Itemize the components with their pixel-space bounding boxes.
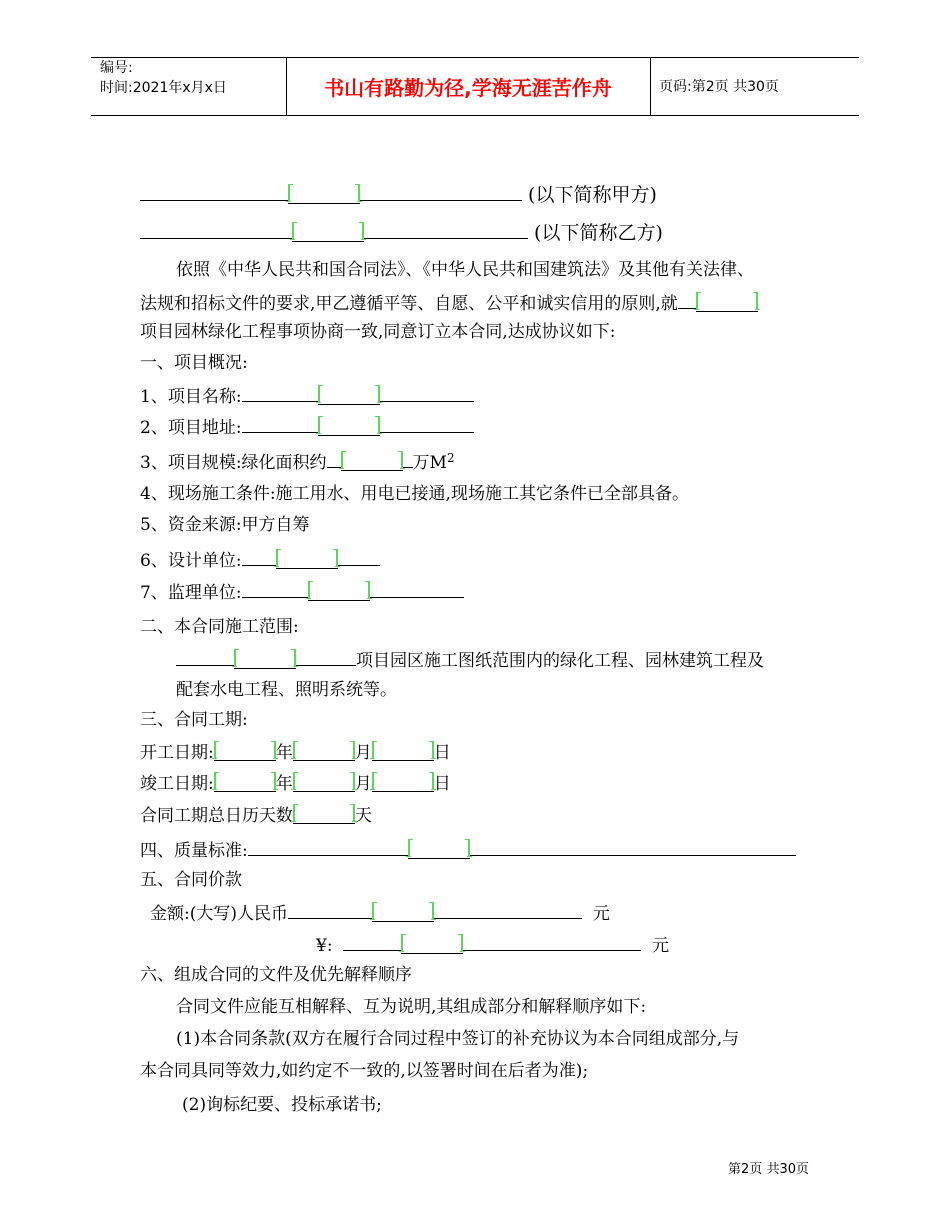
start-date-line xyxy=(140,740,451,765)
section1-item5: 5、资金来源:甲方自筹 xyxy=(140,515,310,535)
section6-item1-line2: 本合同具同等效力,如约定不一致的,以签署时间在后者为准); xyxy=(140,1061,589,1081)
header-meta xyxy=(100,58,227,98)
underline xyxy=(380,413,474,433)
amount-words-blank[interactable] xyxy=(372,901,434,922)
days-unit: 天 xyxy=(355,806,372,826)
underline xyxy=(403,448,413,468)
intro-line-3: 项目园林绿化工程事项协商一致,同意订立本合同,达成协议如下: xyxy=(140,322,616,342)
underline xyxy=(463,931,641,951)
header-bottom-rule xyxy=(91,115,859,116)
intro-line-1: 依照《中华人民共和国合同法》、《中华人民共和国建筑法》及其他有关法律、 xyxy=(176,260,754,280)
underline xyxy=(296,646,356,666)
party-a-line xyxy=(140,181,657,207)
scope-project-blank[interactable] xyxy=(234,648,296,669)
amount-numeric-line xyxy=(316,931,669,958)
end-month-blank[interactable] xyxy=(293,771,355,792)
section6-intro: 合同文件应能互相解释、互为说明,其组成部分和解释顺序如下: xyxy=(176,997,647,1017)
party-a-underline-left xyxy=(140,181,288,201)
scope-description: 项目园区施工图纸范围内的绿化工程、园林建筑工程及 xyxy=(356,651,764,671)
section6-item1-line1: (1)本合同条款(双方在履行合同过程中签订的补充协议为本合同组成部分,与 xyxy=(176,1029,740,1049)
green-area-blank[interactable] xyxy=(341,450,403,471)
underline xyxy=(327,448,341,468)
section1-item4: 4、现场施工条件:施工用水、用电已接通,现场施工其它条件已全部具备。 xyxy=(140,484,689,504)
total-days-blank[interactable] xyxy=(293,803,355,824)
section1-item6 xyxy=(140,546,380,573)
yuan-label: 元 xyxy=(592,904,610,924)
amount-numeric-blank[interactable] xyxy=(401,933,463,954)
section6-title: 六、组成合同的文件及优先解释顺序 xyxy=(140,965,412,985)
project-name-label: 1、项目名称: xyxy=(140,387,242,407)
year-label: 年 xyxy=(275,743,293,763)
day-label: 日 xyxy=(433,774,451,794)
underline xyxy=(343,931,401,951)
header-divider-right xyxy=(650,57,651,115)
designer-label: 6、设计单位: xyxy=(140,551,242,571)
party-a-underline-right xyxy=(360,181,522,201)
section2-title: 二、本合同施工范围: xyxy=(140,617,299,637)
footer-page-number: 第2页 共30页 xyxy=(728,1162,809,1177)
project-address-blank[interactable] xyxy=(318,415,380,436)
section3-title: 三、合同工期: xyxy=(140,710,248,730)
intro-underline xyxy=(678,289,696,309)
amount-words-line xyxy=(150,899,610,926)
section2-line1 xyxy=(176,646,764,673)
header-time-label: 时间:2021年x月x日 xyxy=(100,80,227,96)
total-days-line xyxy=(140,803,372,828)
intro-line-2-text: 法规和招标文件的要求,甲乙遵循平等、自愿、公平和诚实信用的原则,就 xyxy=(140,294,678,314)
underline xyxy=(242,382,318,402)
party-a-blank[interactable] xyxy=(288,183,360,204)
section1-item1 xyxy=(140,382,474,409)
section4-line xyxy=(140,836,796,863)
supervisor-label: 7、监理单位: xyxy=(140,583,242,603)
section1-item2 xyxy=(140,413,474,440)
end-date-label: 竣工日期: xyxy=(140,774,214,794)
header-motto: 书山有路勤为径,学海无涯苦作舟 xyxy=(324,76,612,100)
underline xyxy=(370,578,464,598)
section1-title: 一、项目概况: xyxy=(140,353,248,373)
total-days-label: 合同工期总日历天数 xyxy=(140,806,293,826)
end-date-line xyxy=(140,771,451,796)
start-year-blank[interactable] xyxy=(214,740,276,761)
supervisor-blank[interactable] xyxy=(308,580,370,601)
header-page-label: 页码:第2页 共30页 xyxy=(659,79,779,95)
project-name-blank[interactable] xyxy=(318,384,380,405)
quality-standard-label: 四、质量标准: xyxy=(140,841,248,861)
day-label: 日 xyxy=(433,743,451,763)
start-date-label: 开工日期: xyxy=(140,743,214,763)
amount-words-label: 金额:(大写)人民币 xyxy=(150,904,288,924)
month-label: 月 xyxy=(354,774,372,794)
party-b-suffix: (以下简称乙方) xyxy=(534,222,663,244)
underline xyxy=(338,546,380,566)
underline xyxy=(242,413,318,433)
party-b-underline-left xyxy=(140,219,292,239)
end-year-blank[interactable] xyxy=(214,771,276,792)
party-b-underline-right xyxy=(364,219,528,239)
end-day-blank[interactable] xyxy=(372,771,434,792)
underline xyxy=(470,836,796,856)
amount-numeric-label: ¥: xyxy=(316,936,333,956)
underline xyxy=(242,546,276,566)
project-address-label: 2、项目地址: xyxy=(140,418,242,438)
party-b-line xyxy=(140,219,663,245)
section1-item3 xyxy=(140,446,455,475)
month-label: 月 xyxy=(354,743,372,763)
start-day-blank[interactable] xyxy=(372,740,434,761)
area-unit-superscript: 2 xyxy=(446,451,455,465)
quality-standard-blank[interactable] xyxy=(408,838,470,859)
party-b-blank[interactable] xyxy=(292,221,364,242)
underline xyxy=(434,899,582,919)
underline xyxy=(380,382,474,402)
section5-title: 五、合同价款 xyxy=(140,870,242,890)
project-scale-label: 3、项目规模:绿化面积约 xyxy=(140,453,327,473)
underline xyxy=(176,646,234,666)
underline xyxy=(248,836,408,856)
designer-blank[interactable] xyxy=(276,548,338,569)
intro-line-2 xyxy=(140,289,758,316)
underline xyxy=(288,899,372,919)
section2-line2: 配套水电工程、照明系统等。 xyxy=(176,680,397,700)
intro-project-blank[interactable] xyxy=(696,291,758,312)
header-number-label: 编号: xyxy=(100,60,133,76)
underline xyxy=(242,578,308,598)
start-month-blank[interactable] xyxy=(293,740,355,761)
section1-item7 xyxy=(140,578,464,605)
yuan-label: 元 xyxy=(652,936,670,956)
area-unit: 万M xyxy=(412,453,447,473)
section6-item2: (2)询标纪要、投标承诺书; xyxy=(182,1095,382,1115)
year-label: 年 xyxy=(275,774,293,794)
party-a-suffix: (以下简称甲方) xyxy=(528,184,657,206)
